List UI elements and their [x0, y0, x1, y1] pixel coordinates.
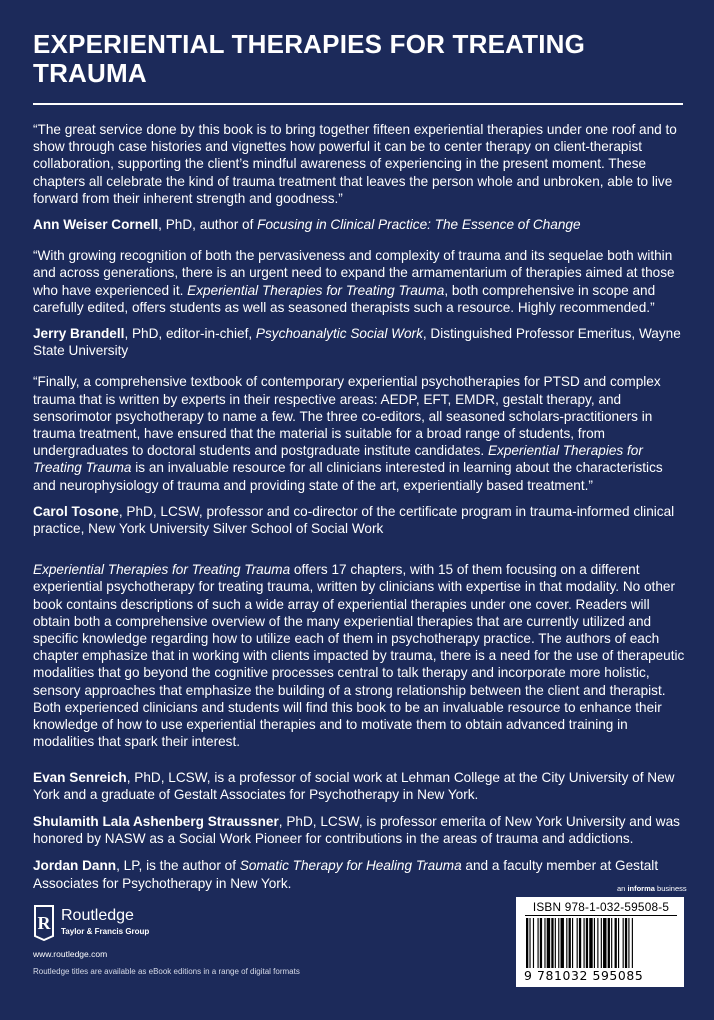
barcode-bar [538, 918, 539, 968]
barcode-bar [544, 918, 545, 968]
barcode-bar [529, 918, 530, 968]
barcode-bar [601, 918, 602, 968]
barcode-bar [547, 918, 550, 968]
barcode-bar [526, 918, 528, 968]
ebook-disclaimer: Routledge titles are available as eBook editions in a range of digital formats [33, 967, 300, 976]
barcode-bar [586, 918, 588, 968]
endorsement-quote: “With growing recognition of both the pervasiveness and complexity of trauma and its sequelae both within and across generations, there is an urgent need to expand the armamentarium of therapies aimed at those who have experienced it. Experiential Therapies for Treating Trauma, both comprehensive in scope and carefully edited, offers students as well as seasoned therapists such a resource. Highly recommended.” [33, 248, 675, 315]
routledge-logo-icon [33, 905, 55, 941]
book-title: EXPERIENTIAL THERAPIES FOR TREATING TRAUMA [33, 29, 586, 88]
author-name: Evan Senreich [33, 769, 127, 785]
endorser-work: Psychoanalytic Social Work [255, 326, 423, 342]
barcode-bar [615, 918, 617, 968]
barcode-bar [611, 918, 612, 968]
barcode-panel [516, 897, 684, 987]
barcode-bar [608, 918, 610, 968]
barcode-bar [625, 918, 627, 968]
title-divider [33, 103, 683, 105]
barcode-bar [558, 918, 559, 968]
endorser-name: Carol Tosone [33, 503, 119, 519]
barcode-bar [589, 918, 592, 968]
barcode-bar [623, 918, 624, 968]
barcode-bar [597, 918, 598, 968]
barcode-bar [584, 918, 585, 968]
endorser-work: Focusing in Clinical Practice: The Essence of Change [257, 217, 581, 233]
publisher-name: Routledge [61, 907, 134, 924]
publisher-group: Taylor & Francis Group [61, 927, 150, 936]
barcode-bar [561, 918, 564, 968]
barcode-bar [569, 918, 571, 968]
barcode-bar [577, 918, 578, 968]
author-bio: Shulamith Lala Ashenberg Straussner, PhD, LCSW, is professor emerita of New York University and was honored by NASW as a Social Work Pioneer for contributions in the areas of trauma and addictions. [33, 813, 680, 847]
barcode-bar [572, 918, 573, 968]
barcode-bar [579, 918, 581, 968]
barcode-bar [594, 918, 595, 968]
endorsement-attribution: Carol Tosone, PhD, LCSW, professor and co-director of the certificate program in trauma-informed clinical practice, New York University Silver School of Social Work [33, 503, 675, 537]
author-bio: Jordan Dann, LP, is the author of Somatic Therapy for Healing Trauma and a faculty member at Gestalt Associates for Psychotherapy in New York. [33, 858, 659, 891]
barcode-number: 9 781032 595085 [524, 968, 644, 983]
endorsement-attribution: Jerry Brandell, PhD, editor-in-chief, Psychoanalytic Social Work, Distinguished Professor Emeritus, Wayne State University [33, 326, 681, 359]
barcode-bar [603, 918, 606, 968]
barcode-icon [524, 918, 678, 968]
publisher-website[interactable]: www.routledge.com [33, 949, 108, 959]
barcode-bar [566, 918, 567, 968]
barcode-bar [533, 918, 534, 968]
publisher-logo [33, 905, 233, 945]
barcode-bar [618, 918, 619, 968]
endorser-name: Ann Weiser Cornell [33, 217, 159, 233]
book-description: Experiential Therapies for Treating Trauma offers 17 chapters, with 15 of them focusing on a different experiential psychotherapy for treating trauma, written by clinicians with expertise in that modality. No other book contains descriptions of such a wide array of experiential therapies under one cover. Readers will obtain both a comprehensive overview of the many experiential therapies that are currently utilized and specific knowledge regarding how to utilize each of them in psychotherapy practice. The authors of each chapter emphasize that in working with clients impacted by trauma, there is a need for the use of therapeutic modalities that go beyond the cognitive processes central to talk therapy and incorporate more holistic, sensory approaches that emphasize the building of a strong relationship between the client and therapist. Both experienced clinicians and students will find this book to be an invaluable resource to enhance their knowledge of how to use experiential therapies and to motivate them to obtain advanced training in modalities that spark their interest. [33, 562, 685, 750]
author-name: Shulamith Lala Ashenberg Straussner [33, 813, 279, 829]
endorsement-quote: “The great service done by this book is to bring together fifteen experiential therapies under one roof and to show through case histories and vignettes how powerful it can be to center therapy on client-therapist collaboration, supporting the client’s mindful awareness of experiencing in the present moment. These chapters all celebrate the kind of trauma treatment that leaves the person whole and unbroken, able to live forward from their inherent strength and goodness.” [33, 122, 677, 206]
barcode-bar [628, 918, 629, 968]
barcode-bar [540, 918, 542, 968]
informa-tagline: an informa business [617, 884, 687, 893]
endorsement-attribution: Ann Weiser Cornell, PhD, author of Focusing in Clinical Practice: The Essence of Change [33, 217, 581, 233]
barcode-bar [551, 918, 553, 968]
isbn-label: ISBN 978-1-032-59508-5 [525, 900, 677, 916]
endorser-name: Jerry Brandell [33, 326, 125, 342]
barcode-bar [555, 918, 556, 968]
author-name: Jordan Dann [33, 858, 117, 874]
endorsement-quote: “Finally, a comprehensive textbook of contemporary experiential psychotherapies for PTSD and complex trauma that is written by experts in their respective areas: AEDP, EFT, EMDR, gestalt therapy, and sensorimotor psychotherapy to name a few. The three co-editors, all seasoned scholars-practitioners in trauma treatment, have ensured that the material is suitable for a broad range of students, from undergraduates to doctoral students and postgraduate institute candidates. Experiential Therapies for Treating Trauma is an invaluable resource for all clinicians interested in learning about the characteristics and neurophysiology of trauma and providing state of the art, experientially based treatment.” [33, 374, 663, 493]
svg-text:R: R [37, 913, 51, 933]
barcode-bar [632, 918, 633, 968]
author-bio: Evan Senreich, PhD, LCSW, is a professor of social work at Lehman College at the City University of New York and a graduate of Gestalt Associates for Psychotherapy in New York. [33, 769, 675, 802]
back-cover-text [33, 121, 685, 902]
